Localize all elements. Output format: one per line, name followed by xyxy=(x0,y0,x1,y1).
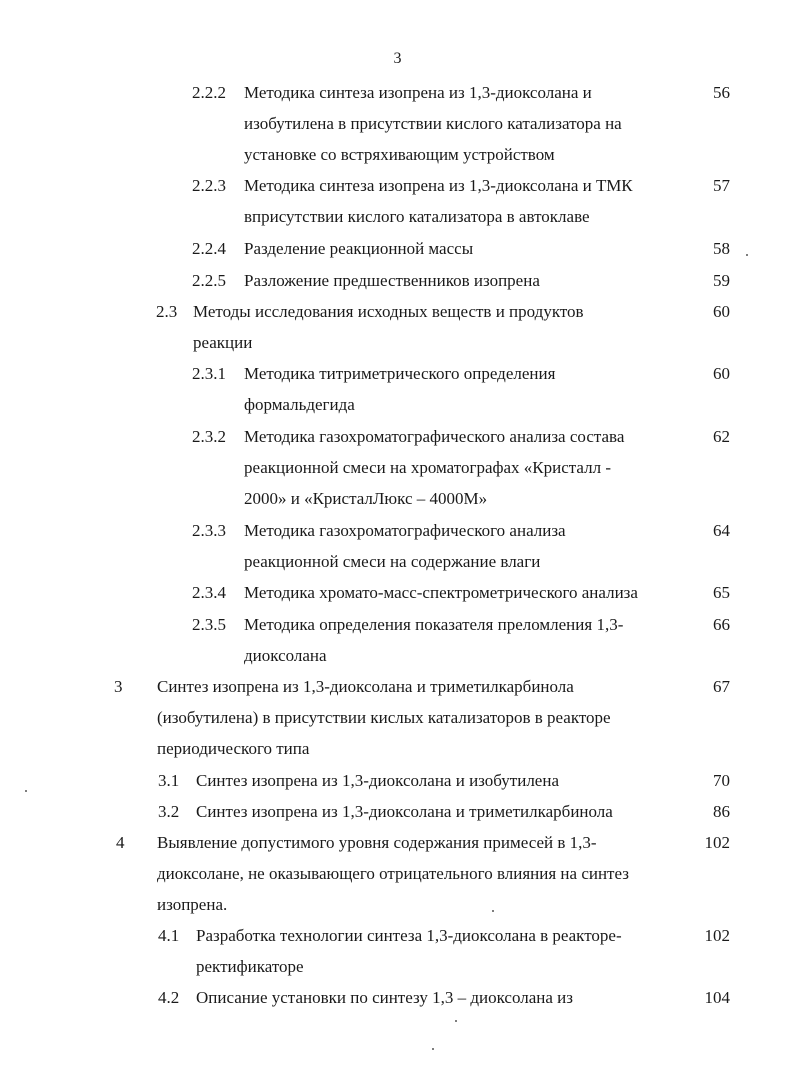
toc-entry-title-line: Методика газохроматографического анализа состава xyxy=(244,427,625,446)
toc-entry-title-line: формальдегида xyxy=(244,395,355,414)
toc-entry-number: 2.3.4 xyxy=(192,583,226,602)
toc-entry-page: 65 xyxy=(713,583,730,602)
toc-entry-title-line: Методика газохроматографического анализа xyxy=(244,521,566,540)
toc-entry-page: 70 xyxy=(713,771,730,790)
toc-entry-title-line: Синтез изопрена из 1,3-диоксолана и триметилкарбинола xyxy=(157,677,574,696)
toc-entry-title-line: диоксолане, не оказывающего отрицательного влияния на синтез xyxy=(157,864,629,883)
toc-entry-number: 2.3.5 xyxy=(192,615,226,634)
toc-entry-page: 56 xyxy=(713,83,730,102)
toc-entry-number: 4.1 xyxy=(158,926,180,945)
scan-speck xyxy=(25,790,27,792)
toc-entry-title-line: установке со встряхивающим устройством xyxy=(244,145,555,164)
toc-entry-page: 102 xyxy=(704,833,730,852)
toc-entry-page: 64 xyxy=(713,521,730,540)
toc-entry-title-line: ректификаторе xyxy=(196,957,304,976)
toc-entry-title-line: Методика хромато-масс-спектрометрического анализа xyxy=(244,583,638,602)
toc-entry-title-line: реакционной смеси на хроматографах «Кристалл - xyxy=(244,458,612,477)
toc-entry-title-line: Методика синтеза изопрена из 1,3-диоксолана и xyxy=(244,83,592,102)
toc-entry-title-line: диоксолана xyxy=(244,646,327,665)
toc-entry-page: 57 xyxy=(713,176,730,195)
toc-entry-title-line: изобутилена в присутствии кислого катализатора на xyxy=(244,114,622,133)
toc-entry-page: 60 xyxy=(713,302,730,321)
toc-entry-number: 2.2.2 xyxy=(192,83,226,102)
toc-entry-title-line: Разработка технологии синтеза 1,3-диоксолана в реакторе- xyxy=(196,926,622,945)
toc-entry-number: 2.2.4 xyxy=(192,239,226,258)
toc-entry-title-line: Методика титриметрического определения xyxy=(244,364,556,383)
toc-entry-title-line: изопрена. xyxy=(157,895,228,914)
toc-entry-title-line: Методы исследования исходных веществ и продуктов xyxy=(193,302,584,321)
toc-entry-page: 62 xyxy=(713,427,730,446)
toc-entry-title-line: Синтез изопрена из 1,3-диоксолана и триметилкарбинола xyxy=(196,802,613,821)
scan-speck xyxy=(492,910,494,912)
toc-entry-number: 4.2 xyxy=(158,988,180,1007)
toc-entry-title-line: Методика синтеза изопрена из 1,3-диоксолана и ТМК xyxy=(244,176,633,195)
toc-entry-title-line: 2000» и «КристалЛюкс – 4000М» xyxy=(244,489,488,508)
scan-speck xyxy=(455,1020,457,1022)
toc-entry-title-line: вприсутствии кислого катализатора в автоклаве xyxy=(244,207,590,226)
toc-entry-number: 3 xyxy=(114,677,123,696)
toc-entry-page: 67 xyxy=(713,677,730,696)
toc-entry-page: 102 xyxy=(704,926,730,945)
toc-entry-page: 104 xyxy=(704,988,730,1007)
toc-entry-title-line: Разложение предшественников изопрена xyxy=(244,271,540,290)
toc-entry-number: 4 xyxy=(116,833,125,852)
toc-entry-title-line: Разделение реакционной массы xyxy=(244,239,474,258)
toc-entry-number: 2.3 xyxy=(156,302,178,321)
toc-entry-page: 58 xyxy=(713,239,730,258)
toc-entry-number: 2.3.1 xyxy=(192,364,226,383)
toc-entry-number: 2.3.2 xyxy=(192,427,226,446)
toc-entry-title-line: (изобутилена) в присутствии кислых катализаторов в реакторе xyxy=(157,708,611,727)
toc-entry-title-line: Методика определения показателя преломления 1,3- xyxy=(244,615,624,634)
toc-entry-page: 86 xyxy=(713,802,730,821)
toc-entry-page: 59 xyxy=(713,271,730,290)
toc-entry-number: 2.3.3 xyxy=(192,521,226,540)
toc-entry-title-line: Синтез изопрена из 1,3-диоксолана и изобутилена xyxy=(196,771,559,790)
toc-entry-number: 2.2.5 xyxy=(192,271,226,290)
page-number: 3 xyxy=(393,50,402,67)
toc-entry-title-line: Описание установки по синтезу 1,3 – диоксолана из xyxy=(196,988,573,1007)
scan-speck xyxy=(432,1048,434,1050)
toc-entry-title-line: периодического типа xyxy=(157,739,310,758)
scan-speck xyxy=(746,254,748,256)
toc-entry-number: 3.1 xyxy=(158,771,180,790)
toc-entry-title-line: реакционной смеси на содержание влаги xyxy=(244,552,541,571)
toc-entry-page: 60 xyxy=(713,364,730,383)
toc-entry-number: 2.2.3 xyxy=(192,176,226,195)
toc-entry-page: 66 xyxy=(713,615,730,634)
toc-entry-title-line: реакции xyxy=(193,333,253,352)
toc-entry-number: 3.2 xyxy=(158,802,180,821)
toc-entry-title-line: Выявление допустимого уровня содержания примесей в 1,3- xyxy=(157,833,597,852)
